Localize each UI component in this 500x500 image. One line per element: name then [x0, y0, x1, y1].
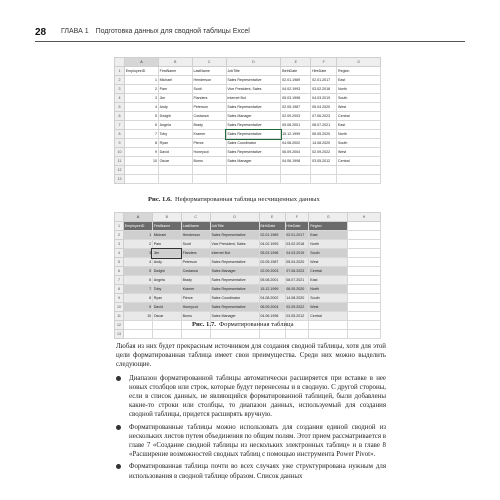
table-cell — [152, 330, 181, 339]
row-number: 8 — [115, 130, 125, 139]
table-cell: Region — [337, 67, 381, 76]
caption-label: Рис. 1.7. — [192, 321, 216, 328]
table-cell: Brady — [181, 276, 210, 285]
bullet-icon — [116, 425, 121, 430]
table-row — [115, 231, 381, 240]
table-cell: 05.08.2001 — [281, 121, 311, 130]
table-cell: Region — [309, 222, 348, 231]
table-cell: Oscar — [152, 312, 181, 321]
table-row — [115, 157, 381, 166]
table-cell — [348, 258, 381, 267]
table-cell: South — [309, 249, 348, 258]
column-letter: F — [311, 58, 337, 67]
table-cell — [348, 249, 381, 258]
table-cell: 15.12.1999 — [281, 130, 311, 139]
table-cell: 10 — [124, 157, 158, 166]
table-row — [115, 76, 381, 85]
row-number: 5 — [115, 258, 124, 267]
table-cell: JobTitle — [226, 67, 281, 76]
table-cell: HireDate — [311, 67, 337, 76]
table-cell: Burns — [192, 157, 226, 166]
table-cell: Jim — [152, 249, 181, 258]
table-cell: 1 — [123, 231, 152, 240]
caption-text: Неформатированная таблица несчищенных данных — [174, 196, 320, 203]
table-cell: Costanza — [192, 112, 226, 121]
table-cell — [309, 330, 348, 339]
column-letter: G — [337, 58, 381, 67]
sheet1-grid — [114, 57, 381, 184]
table-cell: Sales Representative — [210, 231, 259, 240]
table-cell: Pierce — [192, 139, 226, 148]
table-cell: FirstName — [152, 222, 181, 231]
sheet2-grid — [114, 212, 381, 339]
table-cell: 02.05.1987 — [259, 258, 285, 267]
list-item — [116, 374, 386, 420]
table-cell — [348, 321, 381, 330]
table-cell: Honeycut — [192, 148, 226, 157]
table-cell: 10 — [123, 312, 152, 321]
table-cell: Central — [337, 112, 381, 121]
table-cell: West — [309, 258, 348, 267]
table-cell: BirthDate — [281, 67, 311, 76]
table-cell: Sales Coordinator — [226, 139, 281, 148]
table-cell — [337, 175, 381, 184]
table-cell — [348, 240, 381, 249]
table-cell: Sales Manager — [210, 267, 259, 276]
table-cell: Henderson — [192, 76, 226, 85]
advantages-list — [116, 374, 386, 481]
table-cell: East — [337, 76, 381, 85]
row-number: 9 — [115, 139, 125, 148]
table-cell: 04.02.1993 — [259, 240, 285, 249]
column-letter: C — [181, 213, 210, 222]
table-cell: East — [337, 121, 381, 130]
table-cell: Pam — [158, 85, 192, 94]
row-number: 2 — [115, 76, 125, 85]
table-cell: 04.06.1998 — [259, 312, 285, 321]
table-cell: BirthDate — [259, 222, 285, 231]
table-cell: Sales Representative — [210, 303, 259, 312]
table-cell: 05.03.1998 — [259, 249, 285, 258]
table-cell: Peterson — [181, 258, 210, 267]
row-number: 4 — [115, 249, 124, 258]
table-cell — [309, 321, 348, 330]
table-cell: Sales Coordinator — [210, 294, 259, 303]
bullet-icon — [116, 376, 121, 381]
column-letter: B — [158, 58, 192, 67]
table-cell: 14.08.2020 — [311, 139, 337, 148]
table-cell — [226, 175, 281, 184]
column-letter: D — [210, 213, 259, 222]
table-row — [115, 285, 381, 294]
table-cell: Dwight — [158, 112, 192, 121]
chapter-label: ГЛАВА 1 — [61, 28, 89, 35]
table-cell: Kramer — [181, 285, 210, 294]
table-row — [115, 85, 381, 94]
table-cell: Toby — [152, 285, 181, 294]
table-cell: West — [337, 103, 381, 112]
table-cell: Scott — [181, 240, 210, 249]
intro-paragraph: Любая из них будет прекрасным источником для создания сводной таблицы, хотя для этой цели форматированная таблица имеет свои преимущества. Среди них можно выделить следующие. — [116, 343, 386, 369]
table-cell: Brady — [192, 121, 226, 130]
list-item — [116, 423, 386, 460]
table-cell: EmployeeID — [124, 67, 158, 76]
column-letter: G — [309, 213, 348, 222]
table-cell: 06.05.2020 — [285, 285, 309, 294]
column-letter: E — [281, 58, 311, 67]
table-cell: West — [337, 148, 381, 157]
table-cell — [348, 231, 381, 240]
row-number: 11 — [115, 157, 125, 166]
table-cell: 14.08.2020 — [285, 294, 309, 303]
table-row — [115, 330, 381, 339]
table-row — [115, 303, 381, 312]
table-cell: North — [309, 240, 348, 249]
table-row — [115, 112, 381, 121]
figure-caption-1-6 — [148, 196, 320, 203]
table-cell: Sales Manager — [226, 157, 281, 166]
table-cell: Honeycut — [181, 303, 210, 312]
column-letter — [115, 58, 125, 67]
table-cell: North — [309, 285, 348, 294]
chapter-heading — [61, 28, 250, 35]
table-cell: 02.01.1989 — [281, 76, 311, 85]
table-cell: North — [337, 130, 381, 139]
table-cell: Central — [337, 157, 381, 166]
table-cell: Henderson — [181, 231, 210, 240]
table-cell — [192, 175, 226, 184]
page-number: 28 — [35, 27, 47, 38]
table-cell — [337, 166, 381, 175]
table-cell: LastName — [181, 222, 210, 231]
table-cell: HireDate — [285, 222, 309, 231]
table-cell: 03.02.2018 — [285, 240, 309, 249]
table-cell: East — [309, 276, 348, 285]
table-cell: David — [152, 303, 181, 312]
table-cell — [226, 166, 281, 175]
column-letter: E — [259, 213, 285, 222]
table-cell: Toby — [158, 130, 192, 139]
table-cell: West — [309, 303, 348, 312]
table-cell — [348, 294, 381, 303]
table-cell: 7 — [123, 285, 152, 294]
table-cell: EmployeeID — [123, 222, 152, 231]
table-cell: 5 — [124, 112, 158, 121]
table-cell: Jim — [158, 94, 192, 103]
list-item — [116, 462, 386, 480]
row-number: 10 — [115, 148, 125, 157]
table-cell: 04.08.2002 — [281, 139, 311, 148]
list-item-text: Диапазон форматированной таблицы автоматически расширяется при вставке в нее новых столбцов или строк, которые будут перенесены и в сводную. С другой стороны, если в список данных, не являющийся форматированной таблицей, были добавлены какие-то строки или столбцы, то диапазон данных, используемый для создания сводной таблицы, придется расширять вручную. — [129, 374, 386, 419]
table-cell: 06.09.2004 — [259, 303, 285, 312]
table-cell — [181, 330, 210, 339]
table-cell: Sales Representative — [210, 276, 259, 285]
bullet-icon — [116, 464, 121, 469]
chapter-title: Подготовка данных для сводной таблицы Excel — [95, 28, 250, 35]
table-cell: Angela — [158, 121, 192, 130]
table-row — [115, 175, 381, 184]
table-cell — [124, 175, 158, 184]
table-cell — [348, 330, 381, 339]
table-cell — [192, 166, 226, 175]
table-cell — [285, 330, 309, 339]
table-cell — [311, 166, 337, 175]
table-cell: 08.07.2021 — [285, 276, 309, 285]
row-number: 1 — [115, 222, 124, 231]
table-cell: JobTitle — [210, 222, 259, 231]
table-cell: 02.09.2022 — [311, 148, 337, 157]
table-cell: Michael — [158, 76, 192, 85]
table-cell: Michael — [152, 231, 181, 240]
table-cell: Andy — [152, 258, 181, 267]
table-cell: LastName — [192, 67, 226, 76]
table-row — [115, 166, 381, 175]
table-cell: Sales Representative — [226, 76, 281, 85]
table-cell: 06.09.2004 — [281, 148, 311, 157]
row-number: 12 — [115, 321, 124, 330]
table-cell: 07.06.2023 — [285, 267, 309, 276]
table-cell: 05.08.2001 — [259, 276, 285, 285]
table-cell: 9 — [124, 148, 158, 157]
table-cell — [158, 166, 192, 175]
table-cell — [348, 222, 381, 231]
column-letter: A — [123, 213, 152, 222]
table-cell — [348, 276, 381, 285]
table-cell — [348, 267, 381, 276]
table-row — [115, 222, 381, 231]
table-cell: Andy — [158, 103, 192, 112]
table-cell: Internet Bot — [210, 249, 259, 258]
table-cell: 05.03.1998 — [281, 94, 311, 103]
table-cell: 03.05.2012 — [311, 157, 337, 166]
table-cell: Costanza — [181, 267, 210, 276]
table-cell: 04.02.1993 — [281, 85, 311, 94]
row-number: 4 — [115, 94, 125, 103]
row-number: 7 — [115, 276, 124, 285]
table-cell: Oscar — [158, 157, 192, 166]
table-cell: Sales Manager — [210, 312, 259, 321]
table-row — [115, 139, 381, 148]
table-cell: 2 — [123, 240, 152, 249]
table-cell: 03.05.2012 — [285, 312, 309, 321]
table-cell — [123, 321, 152, 330]
table-cell — [348, 312, 381, 321]
row-number: 3 — [115, 85, 125, 94]
table-cell — [152, 321, 181, 330]
table-cell: 02.01.2017 — [285, 231, 309, 240]
table-row — [115, 130, 381, 139]
table-cell: 9 — [123, 303, 152, 312]
row-number: 2 — [115, 231, 124, 240]
table-cell: Dwight — [152, 267, 181, 276]
table-cell: 02.01.2017 — [311, 76, 337, 85]
table-cell: Sales Representative — [226, 103, 281, 112]
table-cell: FirstName — [158, 67, 192, 76]
table-cell: 04.03.2019 — [285, 249, 309, 258]
table-cell: 15.12.1999 — [259, 285, 285, 294]
row-number: 10 — [115, 303, 124, 312]
table-cell: South — [309, 294, 348, 303]
row-number: 13 — [115, 175, 125, 184]
table-cell: 05.04.2020 — [311, 103, 337, 112]
row-number: 11 — [115, 312, 124, 321]
body-text — [116, 342, 386, 484]
table-row — [115, 94, 381, 103]
caption-text: Форматированная таблица — [218, 321, 294, 328]
table-cell: Burns — [181, 312, 210, 321]
table-row — [115, 258, 381, 267]
row-number: 12 — [115, 166, 125, 175]
table-cell — [123, 330, 152, 339]
table-row — [115, 240, 381, 249]
table-cell: 8 — [123, 294, 152, 303]
table-cell: 6 — [123, 276, 152, 285]
table-cell: East — [309, 231, 348, 240]
table-cell: Angela — [152, 276, 181, 285]
table-cell: 3 — [124, 94, 158, 103]
table-cell: Central — [309, 267, 348, 276]
column-header-row — [115, 58, 381, 67]
table-cell: 4 — [123, 258, 152, 267]
table-row — [115, 148, 381, 157]
table-cell: Central — [309, 312, 348, 321]
table-cell: 08.07.2021 — [311, 121, 337, 130]
column-letter — [115, 213, 124, 222]
table-cell: Ryan — [152, 294, 181, 303]
table-row — [115, 294, 381, 303]
table-cell: 02.09.2003 — [259, 267, 285, 276]
row-number: 9 — [115, 294, 124, 303]
running-header — [35, 27, 465, 43]
table-cell — [124, 166, 158, 175]
column-letter: A — [124, 58, 158, 67]
table-cell: 02.09.2022 — [285, 303, 309, 312]
table-cell: Ryan — [158, 139, 192, 148]
table-cell: Sales Representative — [226, 130, 281, 139]
row-number: 7 — [115, 121, 125, 130]
table-cell: 06.05.2020 — [311, 130, 337, 139]
row-number: 8 — [115, 285, 124, 294]
table-cell: Pam — [152, 240, 181, 249]
table-cell: 03.02.2018 — [311, 85, 337, 94]
table-cell — [348, 303, 381, 312]
table-cell: 07.06.2023 — [311, 112, 337, 121]
table-cell: Pierce — [181, 294, 210, 303]
table-cell: South — [337, 139, 381, 148]
table-row — [115, 267, 381, 276]
table-cell: 3 — [123, 249, 152, 258]
table-row — [115, 249, 381, 258]
table-row — [115, 312, 381, 321]
header-rule — [35, 41, 465, 42]
table-cell — [311, 175, 337, 184]
column-letter: D — [226, 58, 281, 67]
table-cell — [281, 166, 311, 175]
table-cell — [158, 175, 192, 184]
table-cell: 04.06.1998 — [281, 157, 311, 166]
table-row — [115, 103, 381, 112]
table-cell — [281, 175, 311, 184]
table-cell: 7 — [124, 130, 158, 139]
list-item-text: Форматированная таблица почти во всех случаях уже структурирована нужным для использования в сводной таблице образом. Список данных — [129, 463, 386, 480]
table-cell: Peterson — [192, 103, 226, 112]
row-number: 3 — [115, 240, 124, 249]
caption-label: Рис. 1.6. — [148, 196, 172, 203]
table-cell: South — [337, 94, 381, 103]
row-number: 6 — [115, 267, 124, 276]
column-letter: B — [152, 213, 181, 222]
table-cell: Internet Bot — [226, 94, 281, 103]
column-letter: C — [192, 58, 226, 67]
table-cell: North — [337, 85, 381, 94]
table-cell — [210, 330, 259, 339]
row-number: 5 — [115, 103, 125, 112]
table-cell: Scott — [192, 85, 226, 94]
table-cell: 5 — [123, 267, 152, 276]
column-header-row — [115, 213, 381, 222]
row-number: 1 — [115, 67, 125, 76]
figure-caption-1-7 — [192, 321, 294, 328]
table-cell: 2 — [124, 85, 158, 94]
table-cell: Sales Manager — [226, 112, 281, 121]
column-letter: H — [348, 213, 381, 222]
table-cell: David — [158, 148, 192, 157]
table-cell: 6 — [124, 121, 158, 130]
list-item-text: Форматированные таблицы можно использовать для создания единой сводной из нескольких листов путем объединения по общим полям. Этот прием рассматривается в главе 7 «Создание сводной таблицы из нескольких электронных таблиц» и в главе 8 «Расширение возможностей сводных таблиц с помощью инструмента Power Pivot». — [129, 423, 386, 459]
unformatted-table-screenshot — [114, 57, 381, 184]
table-row — [115, 121, 381, 130]
table-cell: 02.09.2003 — [281, 112, 311, 121]
table-row — [115, 276, 381, 285]
table-cell: 1 — [124, 76, 158, 85]
table-cell: Flanders — [181, 249, 210, 258]
table-cell: 8 — [124, 139, 158, 148]
table-cell: 05.04.2020 — [285, 258, 309, 267]
table-cell: Sales Representative — [226, 148, 281, 157]
table-row — [115, 67, 381, 76]
column-letter: F — [285, 213, 309, 222]
table-cell — [348, 285, 381, 294]
table-cell: Sales Representative — [210, 258, 259, 267]
table-cell — [259, 330, 285, 339]
table-cell: Vice President, Sales — [210, 240, 259, 249]
table-cell: 4 — [124, 103, 158, 112]
table-cell: Vice President, Sales — [226, 85, 281, 94]
row-number: 6 — [115, 112, 125, 121]
table-cell: Kramer — [192, 130, 226, 139]
row-number: 13 — [115, 330, 124, 339]
table-cell: 04.03.2019 — [311, 94, 337, 103]
table-cell: Flanders — [192, 94, 226, 103]
table-cell: 02.05.1987 — [281, 103, 311, 112]
formatted-table-screenshot — [114, 212, 381, 339]
table-cell: Sales Representative — [226, 121, 281, 130]
table-cell: 04.08.2002 — [259, 294, 285, 303]
table-cell: Sales Representative — [210, 285, 259, 294]
table-cell: 02.01.1989 — [259, 231, 285, 240]
